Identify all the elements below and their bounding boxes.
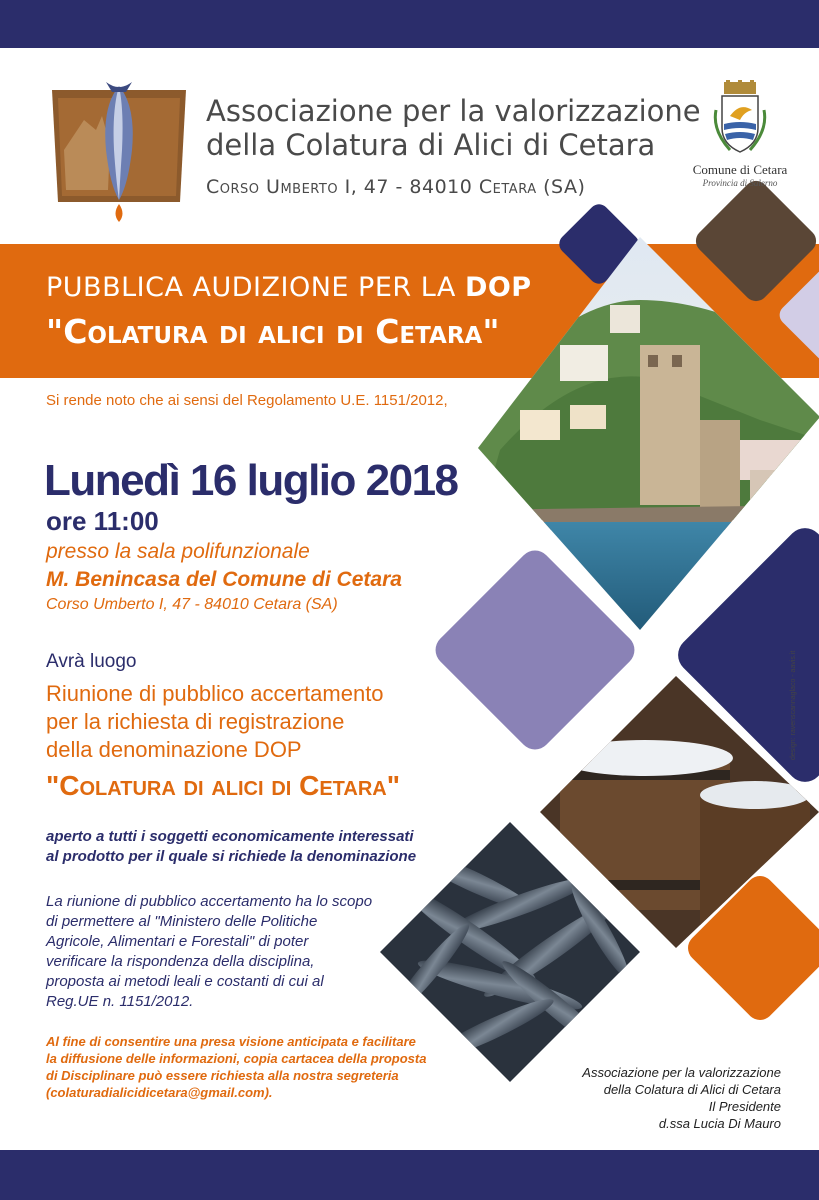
meeting-line1: Riunione di pubblico accertamento [46, 681, 384, 706]
band-product-name: "Colatura di alici di Cetara" [46, 312, 500, 351]
comune-name: Comune di Cetara [692, 162, 788, 177]
intro-text: Si rende noto che ai sensi del Regolamento U.E. 1151/2012, [46, 392, 448, 409]
purpose-line6: Reg.UE n. 1151/2012. [46, 993, 194, 1010]
purpose-line5: proposta ai metodi leali e costanti di cui al [46, 973, 324, 990]
signature-line4: d.ssa Lucia Di Mauro [658, 1116, 781, 1131]
event-time: ore 11:00 [46, 506, 159, 536]
association-address: Corso Umberto I, 47 - 84010 Cetara (SA) [206, 176, 586, 198]
signature-line3: Il Presidente [708, 1099, 781, 1114]
association-title [206, 94, 701, 162]
association-title-line2: della Colatura di Alici di Cetara [206, 128, 656, 162]
avra-luogo: Avrà luogo [46, 651, 137, 672]
signature-line1: Associazione per la valorizzazione [582, 1065, 781, 1080]
contact-note [46, 1033, 426, 1101]
purpose-line1: La riunione di pubblico accertamento ha lo scopo [46, 893, 373, 910]
note-line2: la diffusione delle informazioni, copia cartacea della proposta [46, 1051, 427, 1066]
barrel-anchovy-logo [44, 80, 194, 230]
purpose-line4: verificare la rispondenza della disciplina, [46, 953, 315, 970]
meeting-line2: per la richiesta di registrazione [46, 709, 345, 734]
diamond-light-lavender [776, 266, 819, 365]
diamond-brown [691, 176, 819, 306]
open-to-all [46, 827, 416, 867]
purpose-line2: di permettere al "Ministero delle Politiche [46, 913, 318, 930]
band-heading-dop: DOP [464, 272, 532, 303]
comune-province: Provincia di Salerno [702, 178, 778, 188]
open-line1: aperto a tutti i soggetti economicamente interessati [46, 828, 414, 845]
signature-line2: della Colatura di Alici di Cetara [603, 1082, 781, 1097]
purpose-line3: Agricole, Alimentari e Forestali" di poter [46, 933, 309, 950]
note-line1: Al fine di consentire una presa visione anticipata e facilitare [46, 1034, 416, 1049]
note-line3: di Disciplinare può essere richiesta alla nostra segreteria [46, 1068, 399, 1083]
note-line4: (colaturadialicidicetara@gmail.com). [46, 1085, 273, 1100]
association-title-line1: Associazione per la valorizzazione [206, 94, 701, 128]
band-heading [46, 272, 532, 303]
design-credit: design: ravenscannaglaco - aavis.it [790, 650, 797, 760]
cetara-coat-of-arms [710, 80, 770, 160]
venue-line1: presso la sala polifunzionale [46, 540, 310, 563]
open-line2: al prodotto per il quale si richiede la denominazione [46, 848, 417, 865]
comune-logo [680, 80, 800, 188]
purpose-description [46, 892, 372, 1012]
venue-line2: M. Benincasa del Comune di Cetara [46, 568, 402, 591]
meeting-description [46, 680, 384, 764]
meeting-line3: della denominazione DOP [46, 737, 302, 762]
signature-block [582, 1064, 781, 1132]
event-date: Lunedì 16 luglio 2018 [44, 456, 458, 505]
meeting-product-name: "Colatura di alici di Cetara" [46, 770, 401, 801]
band-heading-prefix: PUBBLICA AUDIZIONE PER LA [46, 272, 465, 303]
venue-address: Corso Umberto I, 47 - 84010 Cetara (SA) [46, 596, 338, 613]
